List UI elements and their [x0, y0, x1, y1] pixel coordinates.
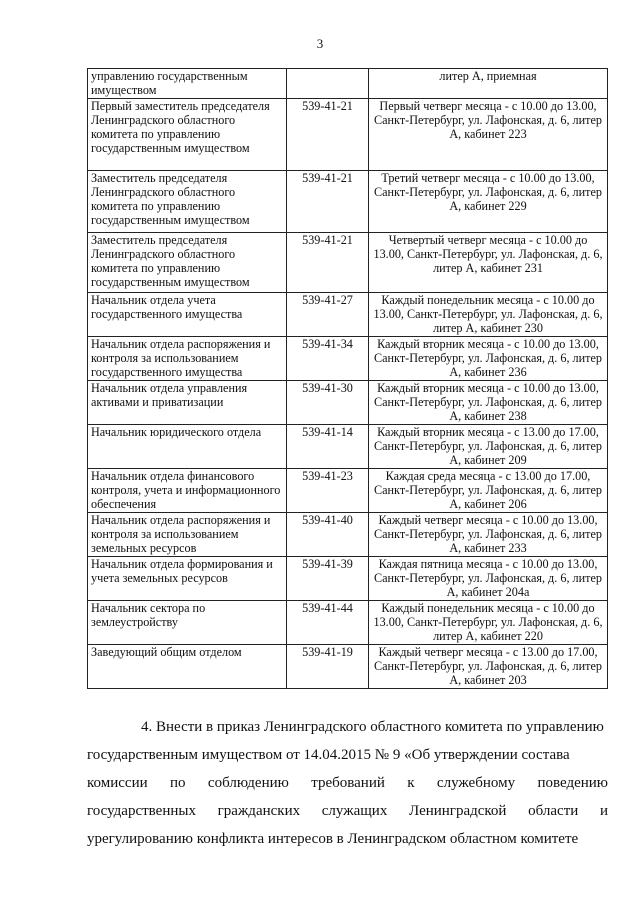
table-row	[88, 644, 608, 688]
table-row	[88, 468, 608, 512]
phone-cell: 539-41-19	[287, 644, 369, 688]
reception-time-cell: Каждый вторник месяца - с 13.00 до 17.00, Санкт-Петербург, ул. Лафонская, д. 6, литер А, кабинет 209	[369, 424, 608, 468]
paragraph-line: 4. Внести в приказ Ленинградского областного комитета по управлению	[141, 719, 604, 735]
reception-time-cell: Каждый вторник месяца - с 10.00 до 13.00, Санкт-Петербург, ул. Лафонская, д. 6, литер А, кабинет 236	[369, 336, 608, 380]
table-row	[88, 292, 608, 336]
position-cell: Начальник отдела управления активами и приватизации	[88, 380, 287, 424]
table-row	[88, 600, 608, 644]
position-cell: Заместитель председателя Ленинградского областного комитета по управлению государственным имуществом	[88, 232, 287, 292]
paragraph-line: государственным имуществом от 14.04.2015 № 9 «Об утверждении состава	[87, 747, 570, 763]
table-row	[88, 380, 608, 424]
position-cell: Начальник отдела распоряжения и контроля за использованием государственного имущества	[88, 336, 287, 380]
phone-cell	[287, 69, 369, 99]
reception-time-cell: Каждая среда месяца - с 13.00 до 17.00, Санкт-Петербург, ул. Лафонская, д. 6, литер А, кабинет 206	[369, 468, 608, 512]
position-cell: управлению государственным имуществом	[88, 69, 287, 99]
amendment-paragraph	[87, 713, 608, 853]
phone-cell: 539-41-44	[287, 600, 369, 644]
paragraph-line: государственных гражданских служащих Ленинградской области и	[87, 803, 608, 819]
position-cell: Начальник отдела финансового контроля, учета и информационного обеспечения	[88, 468, 287, 512]
table-row	[88, 98, 608, 170]
table-row	[88, 556, 608, 600]
reception-time-cell: Каждый понедельник месяца - с 10.00 до 13.00, Санкт-Петербург, ул. Лафонская, д. 6, литер А, кабинет 220	[369, 600, 608, 644]
phone-cell: 539-41-23	[287, 468, 369, 512]
page-number: 3	[316, 36, 324, 51]
table-row	[88, 170, 608, 232]
phone-cell: 539-41-40	[287, 512, 369, 556]
reception-time-cell: Первый четверг месяца - с 10.00 до 13.00, Санкт-Петербург, ул. Лафонская, д. 6, литер А, кабинет 223	[369, 98, 608, 170]
phone-cell: 539-41-27	[287, 292, 369, 336]
position-cell: Начальник отдела формирования и учета земельных ресурсов	[88, 556, 287, 600]
position-cell: Начальник отдела распоряжения и контроля за использованием земельных ресурсов	[88, 512, 287, 556]
reception-time-cell: Каждая пятница месяца - с 10.00 до 13.00, Санкт-Петербург, ул. Лафонская, д. 6, литер А, кабинет 204а	[369, 556, 608, 600]
reception-time-cell: Третий четверг месяца - с 10.00 до 13.00, Санкт-Петербург, ул. Лафонская, д. 6, литер А, кабинет 229	[369, 170, 608, 232]
table-row	[88, 232, 608, 292]
position-cell: Заведующий общим отделом	[88, 644, 287, 688]
phone-cell: 539-41-21	[287, 232, 369, 292]
phone-cell: 539-41-39	[287, 556, 369, 600]
table-row	[88, 69, 608, 99]
reception-time-cell: Каждый четверг месяца - с 10.00 до 13.00, Санкт-Петербург, ул. Лафонская, д. 6, литер А, кабинет 233	[369, 512, 608, 556]
table-row	[88, 424, 608, 468]
phone-cell: 539-41-14	[287, 424, 369, 468]
reception-time-cell: литер А, приемная	[369, 69, 608, 99]
reception-time-cell: Каждый вторник месяца - с 10.00 до 13.00, Санкт-Петербург, ул. Лафонская, д. 6, литер А, кабинет 238	[369, 380, 608, 424]
phone-cell: 539-41-21	[287, 170, 369, 232]
phone-cell: 539-41-21	[287, 98, 369, 170]
position-cell: Начальник сектора по землеустройству	[88, 600, 287, 644]
position-cell: Начальник отдела учета государственного имущества	[88, 292, 287, 336]
reception-time-cell: Каждый четверг месяца - с 13.00 до 17.00, Санкт-Петербург, ул. Лафонская, д. 6, литер А, кабинет 203	[369, 644, 608, 688]
position-cell: Первый заместитель председателя Ленинградского областного комитета по управлению государственным имуществом	[88, 98, 287, 170]
phone-cell: 539-41-34	[287, 336, 369, 380]
reception-schedule-table	[87, 68, 608, 689]
paragraph-line: урегулированию конфликта интересов в Ленинградском областном комитете	[87, 831, 579, 847]
paragraph-line: комиссии по соблюдению требований к служебному поведению	[87, 775, 608, 791]
reception-time-cell: Четвертый четверг месяца - с 10.00 до 13.00, Санкт-Петербург, ул. Лафонская, д. 6, литер А, кабинет 231	[369, 232, 608, 292]
position-cell: Заместитель председателя Ленинградского областного комитета по управлению государственным имуществом	[88, 170, 287, 232]
table-row	[88, 336, 608, 380]
phone-cell: 539-41-30	[287, 380, 369, 424]
reception-time-cell: Каждый понедельник месяца - с 10.00 до 13.00, Санкт-Петербург, ул. Лафонская, д. 6, литер А, кабинет 230	[369, 292, 608, 336]
position-cell: Начальник юридического отдела	[88, 424, 287, 468]
table-row	[88, 512, 608, 556]
